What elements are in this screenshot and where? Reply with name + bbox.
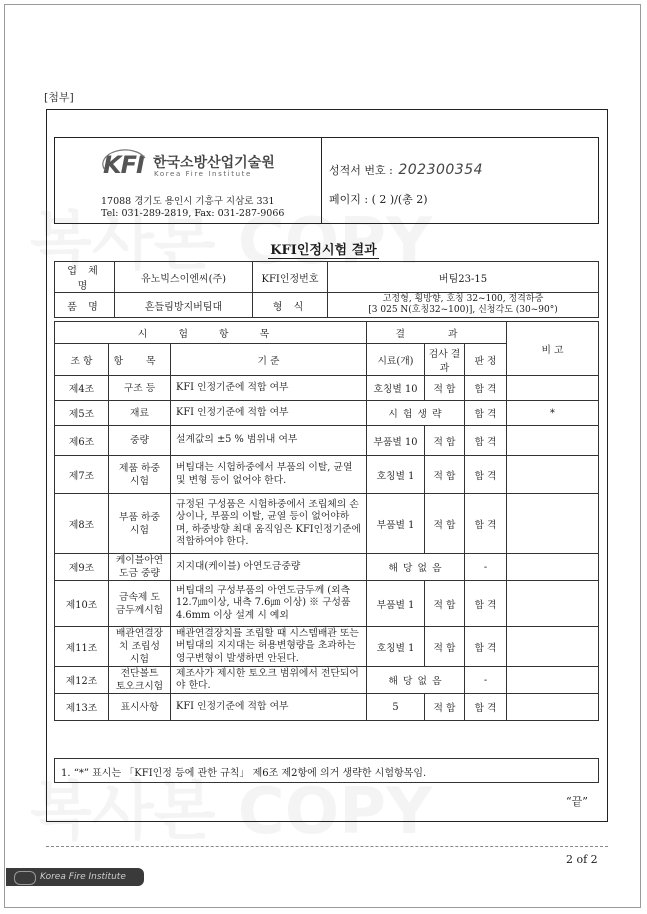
results-table	[54, 321, 599, 721]
row-inspect: 적 합	[425, 581, 465, 627]
row-judge: 합 격	[465, 376, 507, 401]
row-criteria: 설계값의 ±5 % 범위내 여부	[171, 426, 367, 456]
table-row	[55, 376, 599, 401]
row-item: 제품 하중시험	[109, 456, 171, 494]
page-footer: 2 of 2	[566, 853, 598, 866]
inspect-header: 검사 결과	[425, 344, 465, 376]
row-article: 제9조	[55, 554, 109, 581]
row-inspect: 적 합	[425, 456, 465, 494]
group-test-header: 시 험 항 목	[55, 322, 367, 344]
tel-fax: Tel: 031-289-2819, Fax: 031-287-9066	[101, 208, 285, 219]
row-sample: 부품별 10	[367, 426, 425, 456]
row-article: 제5조	[55, 401, 109, 426]
cert-number-row	[329, 162, 483, 178]
logo-arc-icon	[101, 148, 151, 182]
table-row	[55, 401, 599, 426]
cert-id-label: KFI인정번호	[253, 262, 328, 293]
row-criteria: 배관연결장치를 조립할 때 시스템배관 또는 버팀대의 지지대는 허용변형량을 초과하는 영구변형이 발생하면 안된다.	[171, 627, 367, 667]
row-criteria: KFI 인정기준에 적합 여부	[171, 694, 367, 721]
table-row	[55, 456, 599, 494]
row-item: 중량	[109, 426, 171, 456]
row-item: 재료	[109, 401, 171, 426]
row-item: 케이블아연 도금 중량	[109, 554, 171, 581]
row-inspect: 적 합	[425, 627, 465, 667]
footnote: 1. “*” 표시는 「KFI인정 등에 관한 규칙」 제6조 제2항에 의거 생략한 시험항목임.	[54, 758, 599, 783]
type-value	[328, 293, 599, 318]
row-judge: 합 격	[465, 426, 507, 456]
info-table	[54, 261, 599, 318]
row-item: 전단볼트 토오크시험	[109, 667, 171, 694]
row-article: 제4조	[55, 376, 109, 401]
row-judge: 합 격	[465, 494, 507, 554]
cert-label: 성적서 번호 :	[329, 164, 393, 177]
row-sample: 호칭별 1	[367, 627, 425, 667]
row-criteria: 버팀대는 시험하중에서 부품의 이탈, 균열 및 변형 등이 없어야 한다.	[171, 456, 367, 494]
row-criteria: KFI 인정기준에 적합 여부	[171, 376, 367, 401]
row-sample-merged: 시 험 생 략	[367, 401, 465, 426]
table-row	[55, 554, 599, 581]
row-inspect: 적 합	[425, 494, 465, 554]
row-sample-merged: 해 당 없 음	[367, 554, 465, 581]
row-remark	[507, 494, 599, 554]
row-judge: -	[465, 554, 507, 581]
row-sample: 부품별 1	[367, 581, 425, 627]
row-article: 제8조	[55, 494, 109, 554]
table-row	[55, 694, 599, 721]
company-value: 유노빅스이엔씨(주)	[115, 262, 253, 293]
table-row	[55, 581, 599, 627]
row-judge: 합 격	[465, 401, 507, 426]
logo-mark: KFI	[103, 151, 144, 179]
row-remark	[507, 554, 599, 581]
footer-logo-icon	[14, 871, 36, 885]
row-criteria: 제조사가 제시한 토오크 범위에서 전단되어야 한다.	[171, 667, 367, 694]
row-sample: 호칭별 1	[367, 456, 425, 494]
row-article: 제10조	[55, 581, 109, 627]
row-item: 구조 등	[109, 376, 171, 401]
remark-header: 비 고	[507, 322, 599, 376]
row-remark	[507, 581, 599, 627]
cert-id-value: 버팀23-15	[328, 262, 599, 293]
table-row	[55, 494, 599, 554]
row-article: 제13조	[55, 694, 109, 721]
address: 17088 경기도 용인시 기흥구 지삼로 331	[101, 196, 275, 207]
item-header: 항 목	[109, 344, 171, 376]
row-sample: 5	[367, 694, 425, 721]
header-box	[54, 137, 599, 224]
results-rows	[55, 376, 599, 721]
row-remark	[507, 456, 599, 494]
footer-brand: Korea Fire Institute	[40, 872, 126, 882]
product-value: 흔들림방지버팀대	[115, 293, 253, 318]
row-criteria: 지지대(케이블) 아연도금중량	[171, 554, 367, 581]
dashed-separator	[46, 846, 608, 847]
cert-number: 202300354	[398, 162, 484, 178]
page-info: 페이지 : ( 2 )/(총 2)	[329, 193, 428, 206]
row-criteria: KFI 인정기준에 적합 여부	[171, 401, 367, 426]
row-sample: 호칭별 10	[367, 376, 425, 401]
sample-header: 시료(개)	[367, 344, 425, 376]
product-label: 품 명	[55, 293, 115, 318]
row-article: 제12조	[55, 667, 109, 694]
row-article: 제11조	[55, 627, 109, 667]
row-sample-merged: 해 당 없 음	[367, 667, 465, 694]
kfi-logo	[103, 150, 303, 184]
row-item: 부품 하중시험	[109, 494, 171, 554]
company-label: 업 체 명	[55, 262, 115, 293]
table-row	[55, 426, 599, 456]
group-result-header: 결 과	[367, 322, 507, 344]
row-remark	[507, 667, 599, 694]
org-name-en: Korea Fire Institute	[154, 170, 252, 178]
type-label: 형 식	[253, 293, 328, 318]
row-remark	[507, 376, 599, 401]
result-title-text: KFI인정시험 결과	[270, 243, 377, 258]
article-header: 조 항	[55, 344, 109, 376]
row-judge: -	[465, 667, 507, 694]
header-divider	[321, 138, 322, 223]
org-name: 한국소방산업기술원	[153, 155, 275, 171]
row-item: 표시사항	[109, 694, 171, 721]
row-inspect: 적 합	[425, 694, 465, 721]
row-item: 금속제 도금두께시험	[109, 581, 171, 627]
row-judge: 합 격	[465, 627, 507, 667]
row-judge: 합 격	[465, 694, 507, 721]
attachment-label: [첨부]	[44, 91, 74, 104]
table-row	[55, 667, 599, 694]
row-criteria: 버팀대의 구성부품의 아연도금두께 (외측 12.7㎛이상, 내측 7.6㎛ 이상) ※ 구성품 4.6mm 이상 설계 시 예외	[171, 581, 367, 627]
row-article: 제6조	[55, 426, 109, 456]
judge-header: 판 정	[465, 344, 507, 376]
result-title	[0, 239, 647, 258]
row-remark	[507, 426, 599, 456]
criteria-header: 기 준	[171, 344, 367, 376]
row-inspect: 적 합	[425, 426, 465, 456]
row-remark	[507, 627, 599, 667]
row-remark: *	[507, 401, 599, 426]
table-row	[55, 627, 599, 667]
type-line-1: 고정형, 횡방향, 호칭 32~100, 정격하중	[382, 294, 544, 304]
row-inspect: 적 합	[425, 376, 465, 401]
row-criteria: 규정된 구성품은 시험하중에서 조립체의 손상이나, 부품의 이탈, 균열 등이 없어야하며, 하중방향 최대 움직임은 KFI인정기준에 적합하여야 한다.	[171, 494, 367, 554]
row-remark	[507, 694, 599, 721]
end-mark: “끝”	[566, 795, 588, 808]
row-article: 제7조	[55, 456, 109, 494]
row-sample: 부품별 1	[367, 494, 425, 554]
type-line-2: [3 025 N(호칭32~100)], 신청각도 (30~90°)	[368, 305, 558, 315]
row-judge: 합 격	[465, 581, 507, 627]
row-judge: 합 격	[465, 456, 507, 494]
row-item: 배관연결장치 조립성시험	[109, 627, 171, 667]
